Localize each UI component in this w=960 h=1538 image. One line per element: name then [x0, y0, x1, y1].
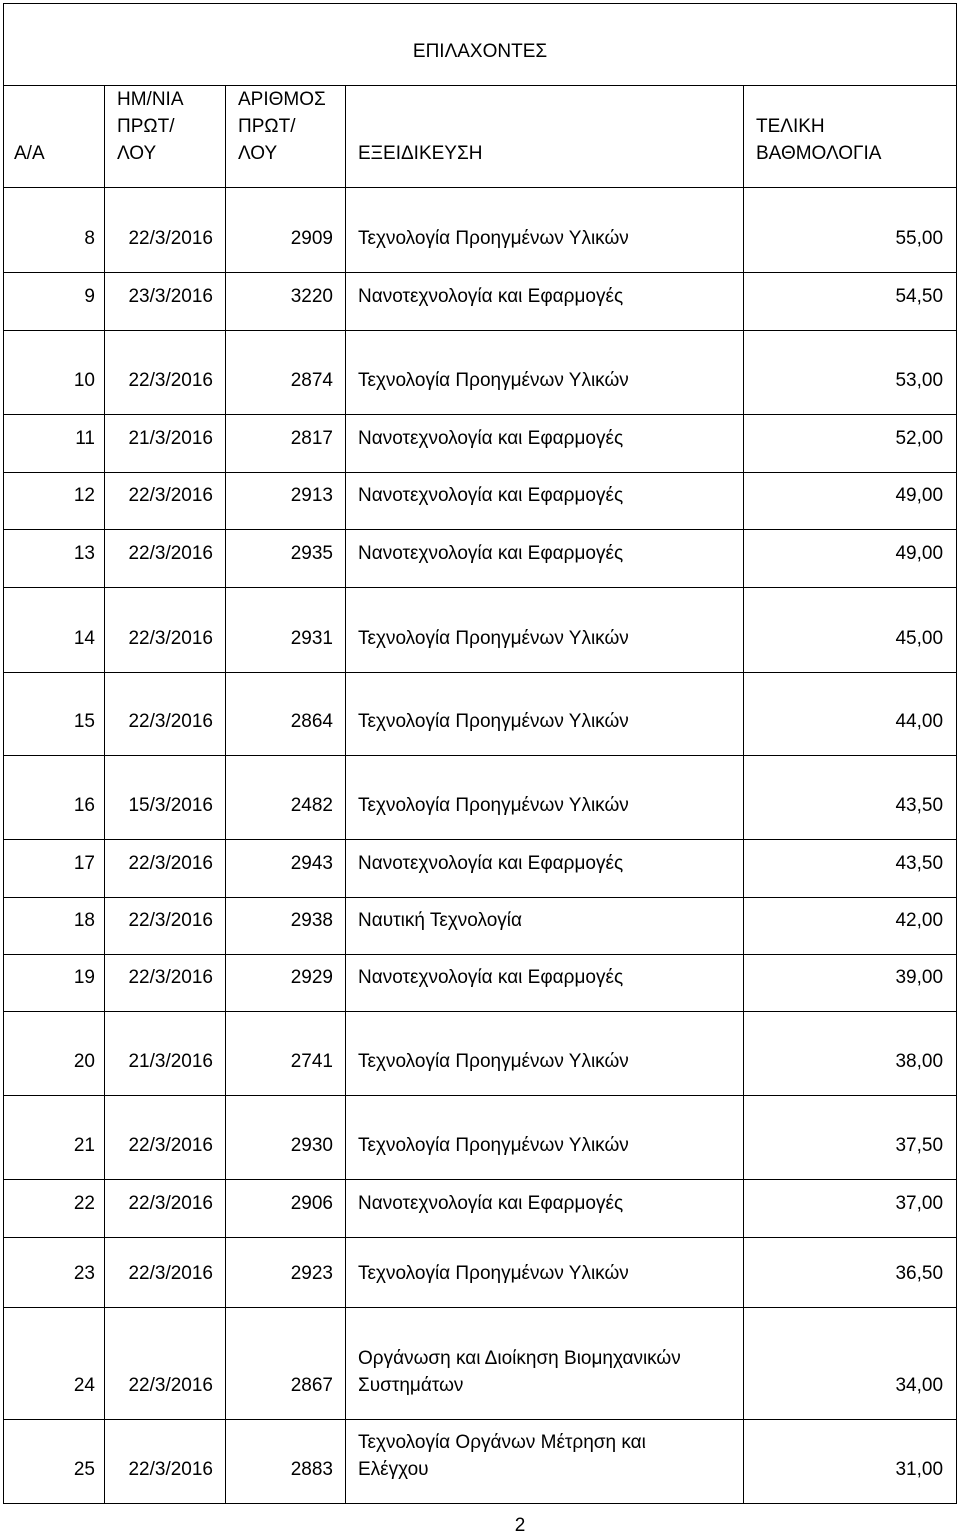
row-aa-cell: 12 [4, 473, 105, 530]
protocol-date-cell: 15/3/2016 [105, 756, 226, 840]
protocol-number-cell: 2943 [226, 840, 346, 898]
protocol-number-cell: 2741 [226, 1012, 346, 1096]
final-score-cell: 31,00 [744, 1420, 957, 1504]
row-aa-cell: 16 [4, 756, 105, 840]
final-score-cell: 42,00 [744, 898, 957, 955]
table-row [4, 1420, 957, 1504]
table-row [4, 188, 957, 273]
row-aa-cell: 10 [4, 331, 105, 415]
protocol-number-cell: 3220 [226, 273, 346, 331]
specialty-cell: Τεχνολογία Προηγμένων Υλικών [346, 331, 744, 415]
protocol-number-cell: 2935 [226, 530, 346, 588]
final-score-cell: 52,00 [744, 415, 957, 473]
table-row [4, 530, 957, 588]
table-title: ΕΠΙΛΑΧΟΝΤΕΣ [4, 4, 957, 86]
protocol-number-cell: 2867 [226, 1308, 346, 1420]
protocol-number-cell: 2913 [226, 473, 346, 530]
column-header-final-score: ΤΕΛΙΚΗ ΒΑΘΜΟΛΟΓΙΑ [744, 86, 957, 188]
protocol-number-cell: 2864 [226, 673, 346, 756]
final-score-cell: 43,50 [744, 756, 957, 840]
specialty-cell: Νανοτεχνολογία και Εφαρμογές [346, 1180, 744, 1238]
column-header-aa: Α/Α [4, 86, 105, 188]
specialty-cell: Τεχνολογία Προηγμένων Υλικών [346, 673, 744, 756]
row-aa-cell: 23 [4, 1238, 105, 1308]
table-body [4, 188, 957, 1504]
table-row [4, 273, 957, 331]
specialty-cell: Ναυτική Τεχνολογία [346, 898, 744, 955]
protocol-number-cell: 2874 [226, 331, 346, 415]
table-row [4, 1096, 957, 1180]
protocol-number-cell: 2817 [226, 415, 346, 473]
protocol-date-cell: 22/3/2016 [105, 955, 226, 1012]
header-row [4, 86, 957, 188]
specialty-cell: Οργάνωση και Διοίκηση Βιομηχανικών Συστημάτων [346, 1308, 744, 1420]
table-row [4, 473, 957, 530]
column-header-protocol-date: ΗΜ/ΝΙΑ ΠΡΩΤ/ΛΟΥ [105, 86, 226, 188]
protocol-date-cell: 21/3/2016 [105, 1012, 226, 1096]
table-row [4, 673, 957, 756]
protocol-date-cell: 22/3/2016 [105, 1180, 226, 1238]
final-score-cell: 37,00 [744, 1180, 957, 1238]
protocol-date-cell: 22/3/2016 [105, 673, 226, 756]
protocol-date-cell: 22/3/2016 [105, 473, 226, 530]
final-score-cell: 43,50 [744, 840, 957, 898]
final-score-cell: 55,00 [744, 188, 957, 273]
specialty-cell: Τεχνολογία Προηγμένων Υλικών [346, 1238, 744, 1308]
specialty-cell: Νανοτεχνολογία και Εφαρμογές [346, 840, 744, 898]
row-aa-cell: 24 [4, 1308, 105, 1420]
table-row [4, 898, 957, 955]
final-score-cell: 54,50 [744, 273, 957, 331]
table-row [4, 588, 957, 673]
protocol-date-cell: 22/3/2016 [105, 588, 226, 673]
protocol-date-cell: 22/3/2016 [105, 840, 226, 898]
protocol-number-cell: 2929 [226, 955, 346, 1012]
row-aa-cell: 8 [4, 188, 105, 273]
final-score-cell: 53,00 [744, 331, 957, 415]
protocol-date-cell: 21/3/2016 [105, 415, 226, 473]
protocol-number-cell: 2909 [226, 188, 346, 273]
specialty-cell: Τεχνολογία Προηγμένων Υλικών [346, 756, 744, 840]
page-number: 2 [514, 1515, 526, 1536]
final-score-cell: 49,00 [744, 530, 957, 588]
row-aa-cell: 11 [4, 415, 105, 473]
table-row [4, 840, 957, 898]
row-aa-cell: 15 [4, 673, 105, 756]
specialty-cell: Τεχνολογία Οργάνων Μέτρηση και Ελέγχου [346, 1420, 744, 1504]
protocol-number-cell: 2482 [226, 756, 346, 840]
row-aa-cell: 14 [4, 588, 105, 673]
specialty-cell: Τεχνολογία Προηγμένων Υλικών [346, 1012, 744, 1096]
final-score-cell: 36,50 [744, 1238, 957, 1308]
protocol-date-cell: 22/3/2016 [105, 1096, 226, 1180]
protocol-number-cell: 2883 [226, 1420, 346, 1504]
specialty-cell: Νανοτεχνολογία και Εφαρμογές [346, 530, 744, 588]
specialty-cell: Νανοτεχνολογία και Εφαρμογές [346, 955, 744, 1012]
row-aa-cell: 25 [4, 1420, 105, 1504]
protocol-date-cell: 22/3/2016 [105, 530, 226, 588]
row-aa-cell: 9 [4, 273, 105, 331]
row-aa-cell: 19 [4, 955, 105, 1012]
final-score-cell: 49,00 [744, 473, 957, 530]
specialty-cell: Τεχνολογία Προηγμένων Υλικών [346, 188, 744, 273]
table-row [4, 955, 957, 1012]
protocol-number-cell: 2923 [226, 1238, 346, 1308]
final-score-cell: 44,00 [744, 673, 957, 756]
protocol-date-cell: 23/3/2016 [105, 273, 226, 331]
protocol-date-cell: 22/3/2016 [105, 1420, 226, 1504]
specialty-cell: Τεχνολογία Προηγμένων Υλικών [346, 1096, 744, 1180]
final-score-cell: 37,50 [744, 1096, 957, 1180]
table-row [4, 1012, 957, 1096]
protocol-date-cell: 22/3/2016 [105, 1308, 226, 1420]
table-row [4, 415, 957, 473]
row-aa-cell: 18 [4, 898, 105, 955]
protocol-date-cell: 22/3/2016 [105, 331, 226, 415]
final-score-cell: 45,00 [744, 588, 957, 673]
column-header-specialty: ΕΞΕΙΔΙΚΕΥΣΗ [346, 86, 744, 188]
title-row [4, 4, 957, 86]
protocol-number-cell: 2930 [226, 1096, 346, 1180]
specialty-cell: Νανοτεχνολογία και Εφαρμογές [346, 473, 744, 530]
specialty-cell: Νανοτεχνολογία και Εφαρμογές [346, 273, 744, 331]
row-aa-cell: 13 [4, 530, 105, 588]
final-score-cell: 39,00 [744, 955, 957, 1012]
table-row [4, 331, 957, 415]
table-row [4, 1238, 957, 1308]
protocol-number-cell: 2906 [226, 1180, 346, 1238]
table-row [4, 1180, 957, 1238]
row-aa-cell: 22 [4, 1180, 105, 1238]
row-aa-cell: 21 [4, 1096, 105, 1180]
specialty-cell: Νανοτεχνολογία και Εφαρμογές [346, 415, 744, 473]
column-header-protocol-number: ΑΡΙΘΜΟΣ ΠΡΩΤ/ΛΟΥ [226, 86, 346, 188]
final-score-cell: 34,00 [744, 1308, 957, 1420]
specialty-cell: Τεχνολογία Προηγμένων Υλικών [346, 588, 744, 673]
protocol-date-cell: 22/3/2016 [105, 188, 226, 273]
table-row [4, 756, 957, 840]
protocol-date-cell: 22/3/2016 [105, 1238, 226, 1308]
row-aa-cell: 20 [4, 1012, 105, 1096]
final-score-cell: 38,00 [744, 1012, 957, 1096]
protocol-number-cell: 2938 [226, 898, 346, 955]
table-row [4, 1308, 957, 1420]
results-table [3, 3, 957, 1504]
protocol-number-cell: 2931 [226, 588, 346, 673]
protocol-date-cell: 22/3/2016 [105, 898, 226, 955]
row-aa-cell: 17 [4, 840, 105, 898]
